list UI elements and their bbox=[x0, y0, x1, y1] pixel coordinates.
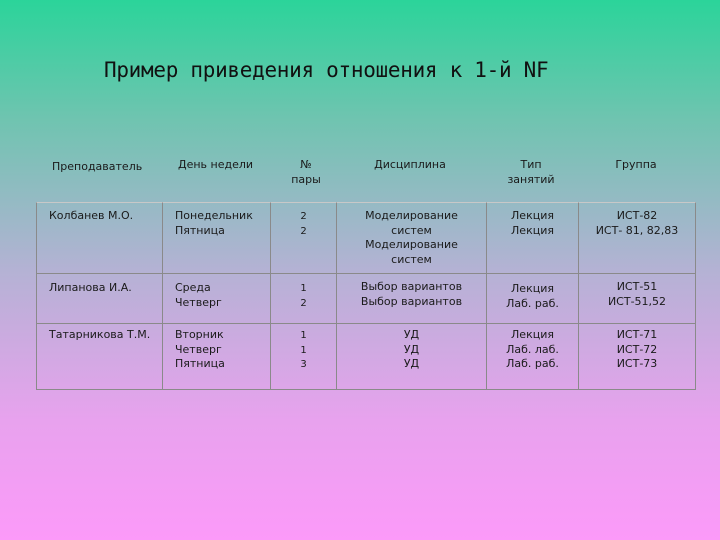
pair-value: 3 bbox=[300, 359, 307, 370]
group-value: ИСТ-51,52 bbox=[607, 294, 667, 308]
type-value: Лаб. лаб. bbox=[506, 342, 559, 356]
teacher-name: Татарникова Т.М. bbox=[49, 328, 151, 341]
day-value: Пятница bbox=[175, 223, 225, 237]
table-row-3-pairs bbox=[270, 324, 336, 390]
discipline-value: УД bbox=[403, 328, 420, 341]
discipline-value: УД bbox=[403, 342, 420, 356]
discipline-value: систем bbox=[391, 252, 432, 266]
header-pair bbox=[276, 158, 336, 187]
group-value: ИСТ-82 bbox=[616, 209, 658, 222]
header-type bbox=[486, 158, 576, 187]
header-day bbox=[178, 158, 268, 173]
group-value: ИСТ- 81, 82,83 bbox=[595, 223, 679, 237]
day-value: Пятница bbox=[175, 357, 225, 370]
header-discipline bbox=[340, 158, 480, 173]
table-row-2-types bbox=[486, 274, 578, 324]
table-row-1-disciplines bbox=[336, 202, 486, 274]
group-value: ИСТ-72 bbox=[616, 342, 658, 356]
group-value: ИСТ-73 bbox=[616, 357, 658, 370]
table-row-1-types bbox=[486, 202, 578, 274]
discipline-value: УД bbox=[403, 357, 420, 370]
pair-value: 1 bbox=[300, 344, 307, 356]
day-value: Среда bbox=[175, 281, 211, 294]
teacher-name: Липанова И.А. bbox=[49, 281, 132, 294]
day-value: Четверг bbox=[175, 295, 222, 309]
pair-value: 2 bbox=[300, 211, 307, 222]
header-discipline-label: Дисциплина bbox=[374, 158, 446, 171]
header-teacher bbox=[52, 160, 162, 175]
discipline-value: систем bbox=[391, 223, 432, 237]
header-type-line: занятий bbox=[507, 172, 555, 186]
table-row-2-disciplines bbox=[336, 274, 486, 324]
pair-value: 1 bbox=[300, 283, 307, 294]
day-value: Понедельник bbox=[175, 209, 253, 222]
pair-value: 2 bbox=[300, 225, 307, 237]
pair-value: 2 bbox=[300, 297, 307, 309]
header-group-label: Группа bbox=[615, 158, 657, 171]
header-teacher-label: Преподаватель bbox=[52, 160, 143, 173]
type-value: Лаб. раб. bbox=[506, 296, 559, 310]
header-pair-line: пары bbox=[291, 172, 321, 186]
discipline-value: Моделирование bbox=[365, 209, 458, 222]
type-value: Лаб. раб. bbox=[506, 357, 559, 370]
type-value: Лекция bbox=[511, 282, 554, 295]
header-day-label: День недели bbox=[178, 158, 254, 171]
table-row-3-teacher bbox=[36, 324, 162, 390]
discipline-value: Моделирование bbox=[365, 238, 458, 251]
discipline-value: Выбор вариантов bbox=[360, 294, 463, 308]
table-row-2-groups bbox=[578, 274, 696, 324]
table-row-3-groups bbox=[578, 324, 696, 390]
type-value: Лекция bbox=[511, 209, 554, 222]
type-value: Лекция bbox=[511, 328, 554, 341]
table-row-1-teacher bbox=[36, 202, 162, 274]
group-value: ИСТ-71 bbox=[616, 328, 658, 341]
table-row-3-types bbox=[486, 324, 578, 390]
table-row-2-pairs bbox=[270, 274, 336, 324]
day-value: Четверг bbox=[175, 342, 222, 356]
group-value: ИСТ-51 bbox=[616, 280, 658, 293]
table-row-3-days bbox=[162, 324, 270, 390]
header-type-line: Тип bbox=[520, 158, 542, 171]
table-row-2-teacher bbox=[36, 274, 162, 324]
header-pair-line: № bbox=[300, 158, 312, 171]
table-row-2-days bbox=[162, 274, 270, 324]
table-row-1-pairs bbox=[270, 202, 336, 274]
table-row-1-days bbox=[162, 202, 270, 274]
table-row-1-groups bbox=[578, 202, 696, 274]
pair-value: 1 bbox=[300, 330, 307, 341]
table-row-3-disciplines bbox=[336, 324, 486, 390]
type-value: Лекция bbox=[511, 223, 554, 237]
slide-title: Пример приведения отношения к 1-й NF bbox=[104, 58, 549, 82]
day-value: Вторник bbox=[175, 328, 224, 341]
header-group bbox=[584, 158, 688, 173]
discipline-value: Выбор вариантов bbox=[360, 280, 463, 293]
teacher-name: Колбанев М.О. bbox=[49, 209, 134, 222]
